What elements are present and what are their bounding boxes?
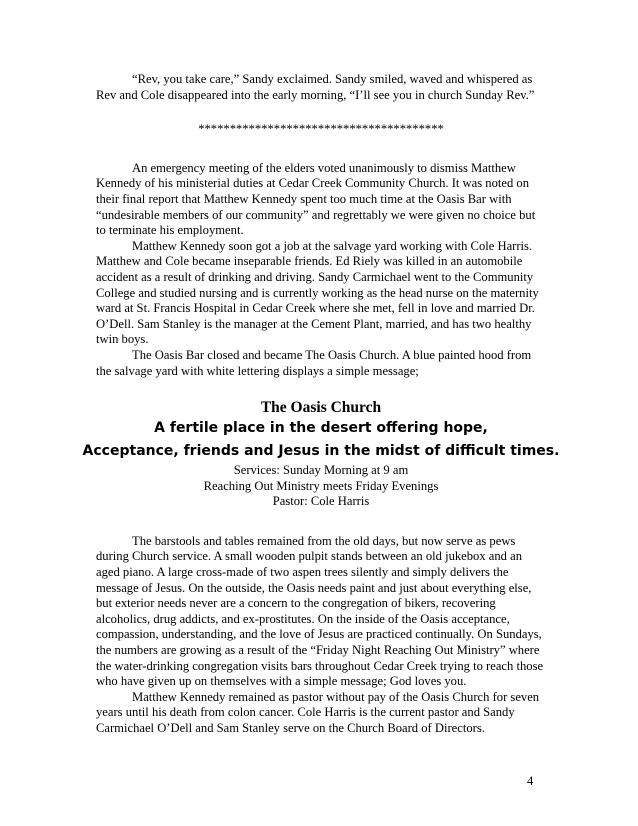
sign-services: Services: Sunday Morning at 9 am — [233, 463, 409, 478]
sign-tagline — [56, 417, 586, 463]
sign-tagline-line-2: Acceptance, friends and Jesus in the midst of difficult times. — [82, 443, 560, 460]
paragraph-elders-meeting: An emergency meeting of the elders voted unanimously to dismiss Matthew Kennedy of his ministerial duties at Cedar Creek Community Church. It was noted on their final report that Matthew Kennedy spent too much time at the Oasis Bar with “undesirable members of our community” and regrettably we were given no choice but to terminate his employment. — [96, 160, 536, 238]
church-sign — [82, 398, 560, 510]
sign-ministry: Reaching Out Ministry meets Friday Evenings — [203, 478, 439, 493]
paragraph-oasis-closed: The Oasis Bar closed and became The Oasis Church. A blue painted hood from the salvage yard with white lettering displays a simple message; — [96, 347, 532, 378]
closing-section — [96, 534, 546, 737]
page-number: 4 — [527, 774, 534, 788]
document-page — [82, 72, 560, 737]
sign-pastor: Pastor: Cole Harris — [272, 494, 370, 509]
sign-title: The Oasis Church — [260, 399, 382, 417]
paragraph-farewell: “Rev, you take care,” Sandy exclaimed. Sandy smiled, waved and whispered as Rev and Cole disappeared into the early morning, “I’ll see you in church Sunday Rev.” — [96, 72, 535, 102]
sign-tagline-line-1: A fertile place in the desert offering hope, — [154, 420, 488, 437]
section-separator: *************************************** — [198, 122, 444, 137]
paragraph-epilogue: Matthew Kennedy remained as pastor without pay of the Oasis Church for seven years until his death from colon cancer. Cole Harris is the current pastor and Sandy Carmichael O’Dell and Sam Stanley serve on the Church Board of Directors. — [96, 689, 540, 735]
paragraph-aftermath: Matthew Kennedy soon got a job at the salvage yard working with Cole Harris. Matthew and Cole became inseparable friends. Ed Riely was killed in an automobile accident as a result of drinking and driving. Sandy Carmichael went to the Community College and studied nursing and is currently working as the head nurse on the maternity ward at St. Francis Hospital in Cedar Creek where she met, fell in love and married Dr. O’Dell. Sam Stanley is the manager at the Cement Plant, married, and has two healthy twin boys. — [96, 238, 539, 347]
paragraph-church-description: The barstools and tables remained from the old days, but now serve as pews during Church service. A small wooden pulpit stands between an old jukebox and an aged piano. A large cross-made of two aspen trees silently and simply delivers the message of Jesus. On the outside, the Oasis needs paint and just about everything else, but exterior needs never are a concern to the congregation of bikers, recovering alcoholics, drug addicts, and ex-prostitutes. On the inside of the Oasis acceptance, compassion, understanding, and the love of Jesus are practiced continually. On Sundays, the numbers are growing as a result of the “Friday Night Reaching Out Ministry” where the water-drinking congregation visits bars throughout Cedar Creek trying to reach those who have given up on themselves with a simple message; God loves you. — [96, 533, 544, 689]
